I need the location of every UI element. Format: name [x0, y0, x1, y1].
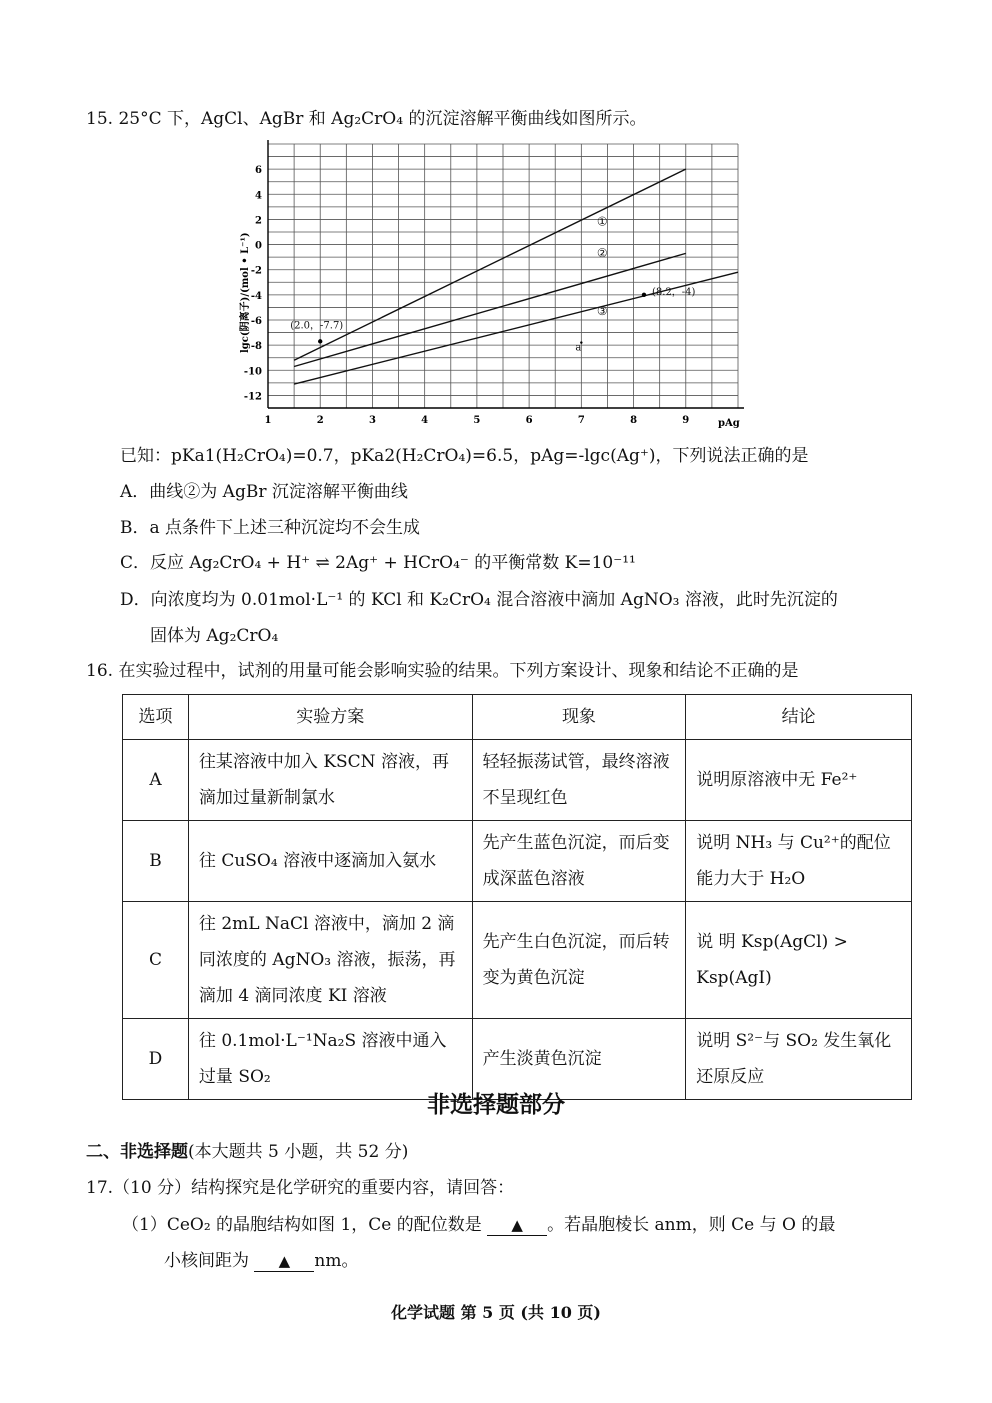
q15-stem-text: 25°C 下，AgCl、AgBr 和 Ag₂CrO₄ 的沉淀溶解平衡曲线如图所示。 [118, 109, 647, 129]
y-tick-label: -12 [243, 391, 262, 403]
header-option: 选项 [123, 695, 189, 740]
experiment-table [122, 694, 912, 1100]
x-tick-label: 1 [264, 415, 272, 426]
row-phenomenon: 先产生白色沉淀，而后转变为黄色沉淀 [472, 902, 686, 1019]
row-plan: 往 0.1mol·L⁻¹Na₂S 溶液中通入过量 SO₂ [188, 1019, 472, 1100]
answer-blank-2[interactable] [254, 1251, 314, 1272]
q17-part1-line2 [164, 1246, 358, 1272]
chart-axes [268, 140, 744, 408]
q15-stem [86, 104, 646, 129]
row-phenomenon: 产生淡黄色沉淀 [472, 1019, 686, 1100]
q15-option-a[interactable]: A．曲线②为 AgBr 沉淀溶解平衡曲线 [120, 482, 408, 502]
section-heading [86, 1137, 408, 1162]
q15-option-c[interactable]: C．反应 Ag₂CrO₄ + H⁺ ⇌ 2Ag⁺ + HCrO₄⁻ 的平衡常数 K=10⁻¹¹ [120, 553, 636, 573]
page-footer: 化学试题 第 5 页 (共 10 页) [391, 1303, 601, 1322]
row-phenomenon: 轻轻振荡试管，最终溶液不呈现红色 [472, 740, 686, 821]
row-phenomenon: 先产生蓝色沉淀，而后变成深蓝色溶液 [472, 821, 686, 902]
q15-number: 15. [86, 109, 114, 129]
q15-option-d-cont: 固体为 Ag₂CrO₄ [150, 626, 279, 646]
x-tick-label: 7 [577, 415, 585, 426]
header-plan: 实验方案 [188, 695, 472, 740]
y-tick-label: 4 [255, 190, 262, 202]
q17-part1-line1 [122, 1210, 835, 1236]
y-tick-label: 0 [255, 240, 262, 252]
series-line [294, 253, 686, 366]
table-row[interactable] [123, 902, 912, 1019]
q15-option-d[interactable]: D．向浓度均为 0.01mol·L⁻¹ 的 KCl 和 K₂CrO₄ 混合溶液中滴加 AgNO₃ 溶液，此时先沉淀的 [120, 590, 838, 610]
x-tick-label: 5 [473, 415, 481, 426]
row-conclusion: 说明 S²⁻与 SO₂ 发生氧化还原反应 [686, 1019, 912, 1100]
table-row[interactable] [123, 740, 912, 821]
q17-part1-b: 。若晶胞棱长 anm，则 Ce 与 O 的最 [547, 1215, 836, 1235]
series-label: ① [596, 214, 608, 229]
section-heading-label: 二、非选择题 [86, 1142, 188, 1162]
triangle-icon: ▲ [278, 1252, 291, 1270]
q17-part1-c: 小核间距为 [164, 1251, 249, 1271]
y-tick-label: -4 [250, 290, 262, 302]
row-conclusion: 说明 NH₃ 与 Cu²⁺的配位能力大于 H₂O [686, 821, 912, 902]
q15-option-b[interactable]: B．a 点条件下上述三种沉淀均不会生成 [120, 518, 421, 538]
y-tick-label: -8 [250, 341, 262, 353]
y-tick-label: -10 [243, 366, 262, 378]
row-conclusion: 说 明 Ksp(AgCl) > Ksp(AgI) [686, 902, 912, 1019]
section-heading-note: (本大题共 5 小题，共 52 分) [188, 1142, 409, 1162]
row-conclusion: 说明原溶液中无 Fe²⁺ [686, 740, 912, 821]
header-conclusion: 结论 [686, 695, 912, 740]
table-row[interactable] [123, 821, 912, 902]
table-header-row [123, 695, 912, 740]
chart-xlabel: pAg [718, 418, 740, 429]
x-tick-label: 8 [630, 415, 638, 426]
triangle-icon: ▲ [511, 1216, 523, 1234]
solubility-chart [236, 138, 756, 430]
x-tick-label: 3 [368, 415, 376, 426]
chart-ticks [244, 165, 689, 426]
q17-part1-d: nm。 [314, 1251, 359, 1271]
annotation-label: (2.0，-7.7) [290, 320, 344, 332]
q15-known: 已知：pKa1(H₂CrO₄)=0.7，pKa2(H₂CrO₄)=6.5，pAg=-lgc(Ag⁺)，下列说法正确的是 [120, 446, 809, 466]
x-tick-label: 9 [682, 415, 690, 426]
q16-stem [86, 656, 798, 681]
annotation-label: (8.2，-4) [652, 286, 696, 298]
series-line [294, 169, 686, 360]
x-tick-label: 4 [421, 415, 429, 426]
header-phenomenon: 现象 [472, 695, 686, 740]
annotation-label: a [575, 342, 582, 354]
chart-ylabel: lgc(阴离子)/(mol • L⁻¹) [240, 232, 251, 353]
q17-part1-a: （1）CeO₂ 的晶胞结构如图 1，Ce 的配位数是 [122, 1215, 482, 1235]
q17-number: 17. [86, 1178, 114, 1198]
series-label: ② [596, 246, 608, 261]
row-plan: 往 CuSO₄ 溶液中逐滴加入氨水 [188, 821, 472, 902]
chart-grid [268, 144, 738, 408]
row-plan: 往某溶液中加入 KSCN 溶液，再滴加过量新制氯水 [188, 740, 472, 821]
q17-stem [86, 1173, 514, 1198]
row-option: A [123, 740, 189, 821]
row-option: C [123, 902, 189, 1019]
annotation-point [642, 293, 646, 297]
row-option: B [123, 821, 189, 902]
y-tick-label: -6 [250, 316, 262, 327]
row-option: D [123, 1019, 189, 1100]
q16-number: 16. [86, 661, 114, 681]
section-title: 非选择题部分 [427, 1092, 565, 1118]
q17-stem-text: （10 分）结构探究是化学研究的重要内容，请回答： [113, 1178, 515, 1198]
answer-blank-1[interactable] [487, 1215, 547, 1236]
x-tick-label: 6 [525, 415, 533, 426]
y-tick-label: 2 [255, 215, 262, 227]
chart-lines [294, 169, 738, 384]
annotation-point [318, 339, 322, 343]
y-tick-label: 6 [255, 165, 262, 177]
x-tick-label: 2 [316, 415, 324, 426]
series-label: ③ [596, 303, 608, 318]
row-plan: 往 2mL NaCl 溶液中，滴加 2 滴同浓度的 AgNO₃ 溶液，振荡，再滴加 4 滴同浓度 KI 溶液 [188, 902, 472, 1019]
y-tick-label: -2 [250, 265, 262, 277]
q16-stem-text: 在实验过程中，试剂的用量可能会影响实验的结果。下列方案设计、现象和结论不正确的是 [118, 661, 799, 681]
